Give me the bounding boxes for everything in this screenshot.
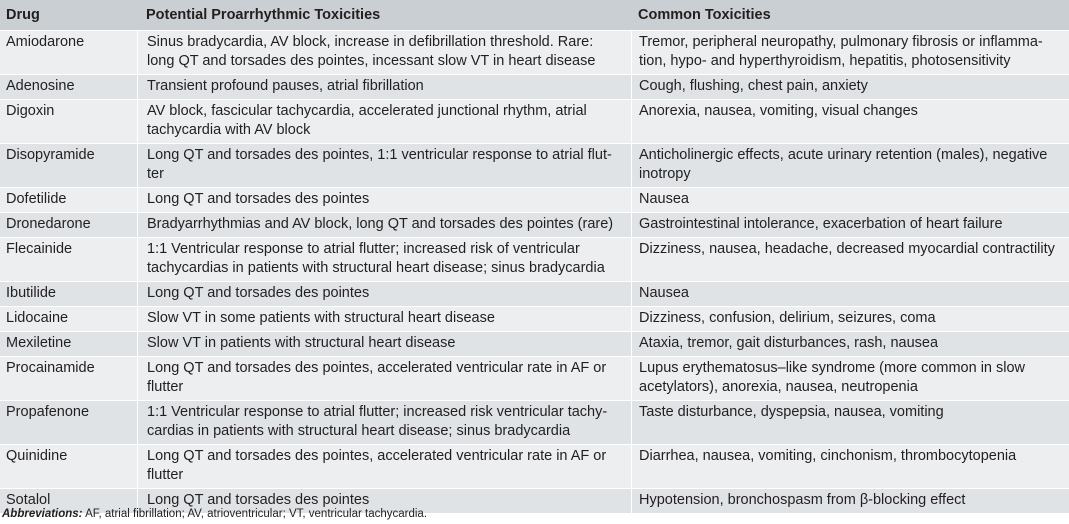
proarrhythmic-cell [137, 445, 631, 488]
proarrhythmic-cell [137, 144, 631, 187]
common-toxicities-cell-text: Lupus erythematosus–like syndrome (more common in slow acetylators), anorexia, nausea, neutropenia [639, 360, 1026, 395]
proarrhythmic-cell [137, 213, 631, 237]
proarrhythmic-cell-text: Long QT and torsades des pointes, accelerated ventricular rate in AF or flutter [147, 448, 607, 483]
table-row [0, 444, 1069, 488]
common-toxicities-cell [631, 188, 1069, 212]
common-toxicities-cell-text: Dizziness, nausea, headache, decreased myocardial contractility [639, 241, 1055, 257]
common-toxicities-cell-text: Diarrhea, nausea, vomiting, cinchonism, thrombocytopenia [639, 448, 1017, 464]
drug-cell [0, 238, 137, 281]
proarrhythmic-cell [137, 100, 631, 143]
common-toxicities-cell [631, 100, 1069, 143]
common-toxicities-cell [631, 489, 1069, 513]
proarrhythmic-cell [137, 401, 631, 444]
common-toxicities-cell [631, 332, 1069, 356]
proarrhythmic-cell-text: Long QT and torsades des pointes [147, 191, 370, 207]
proarrhythmic-cell-text: Long QT and torsades des pointes [147, 285, 370, 301]
table-row [0, 400, 1069, 444]
drug-cell [0, 100, 137, 143]
proarrhythmic-cell-text: Slow VT in patients with structural heart disease [147, 335, 456, 351]
common-toxicities-cell-text: Tremor, peripheral neuropathy, pulmonary fibrosis or inflamma-tion, hypo- and hyperthyroidism, hepatitis, photosensitivity [639, 34, 1043, 69]
common-toxicities-cell-text: Cough, flushing, chest pain, anxiety [639, 78, 868, 94]
common-toxicities-cell-text: Hypotension, bronchospasm from β-blocking effect [639, 492, 966, 508]
drug-cell [0, 401, 137, 444]
drug-cell [0, 144, 137, 187]
proarrhythmic-cell [137, 357, 631, 400]
common-toxicities-cell [631, 282, 1069, 306]
common-toxicities-cell-text: Gastrointestinal intolerance, exacerbation of heart failure [639, 216, 1003, 232]
abbreviations-footnote [2, 507, 427, 521]
drug-cell [0, 213, 137, 237]
common-toxicities-cell [631, 307, 1069, 331]
table-row [0, 237, 1069, 281]
footnote-text: AF, atrial fibrillation; AV, atrioventricular; VT, ventricular tachycardia. [82, 508, 428, 520]
drug-cell-text: Sotalol [6, 492, 51, 508]
table-row [0, 30, 1069, 74]
common-toxicities-cell-text: Anticholinergic effects, acute urinary retention (males), negative inotropy [639, 147, 1048, 182]
common-toxicities-cell-text: Nausea [639, 191, 689, 207]
drug-cell [0, 445, 137, 488]
table-row [0, 281, 1069, 306]
table-row [0, 331, 1069, 356]
common-toxicities-cell [631, 357, 1069, 400]
drug-cell-text: Mexiletine [6, 335, 72, 351]
table-header [0, 0, 1069, 30]
proarrhythmic-cell-text: Sinus bradycardia, AV block, increase in defibrillation threshold. Rare: long QT and torsades des pointes, incessant slow VT in heart disease [147, 34, 596, 69]
common-toxicities-cell [631, 144, 1069, 187]
proarrhythmic-cell [137, 332, 631, 356]
drug-cell [0, 188, 137, 212]
drug-cell-text: Dofetilide [6, 191, 67, 207]
table-row [0, 143, 1069, 187]
common-toxicities-cell [631, 238, 1069, 281]
drug-cell-text: Flecainide [6, 241, 73, 257]
drug-cell-text: Dronedarone [6, 216, 91, 232]
table-body [0, 30, 1069, 513]
proarrhythmic-cell-text: Slow VT in some patients with structural heart disease [147, 310, 495, 326]
drug-cell [0, 75, 137, 99]
common-toxicities-cell [631, 75, 1069, 99]
common-toxicities-cell [631, 401, 1069, 444]
footnote-label: Abbreviations: [2, 508, 83, 520]
common-toxicities-cell-text: Ataxia, tremor, gait disturbances, rash, nausea [639, 335, 939, 351]
drug-cell-text: Ibutilide [6, 285, 56, 301]
drug-cell [0, 282, 137, 306]
proarrhythmic-cell [137, 75, 631, 99]
common-toxicities-cell-text: Taste disturbance, dyspepsia, nausea, vomiting [639, 404, 944, 420]
common-toxicities-cell-text: Dizziness, confusion, delirium, seizures, coma [639, 310, 936, 326]
proarrhythmic-cell [137, 282, 631, 306]
header-proarrhythmic: Potential Proarrhythmic Toxicities [146, 7, 381, 23]
proarrhythmic-cell-text: 1:1 Ventricular response to atrial flutter; increased risk ventricular tachy-cardias in patients with structural heart disease; sinus bradycardia [147, 404, 608, 439]
proarrhythmic-cell-text: 1:1 Ventricular response to atrial flutter; increased risk of ventricular tachycardias in patients with structural heart disease; sinus bradycardia [147, 241, 605, 276]
proarrhythmic-cell [137, 238, 631, 281]
drug-cell-text: Adenosine [6, 78, 75, 94]
drug-cell-text: Procainamide [6, 360, 95, 376]
drug-cell-text: Disopyramide [6, 147, 95, 163]
drug-cell [0, 332, 137, 356]
proarrhythmic-cell [137, 188, 631, 212]
common-toxicities-cell [631, 445, 1069, 488]
drug-cell-text: Propafenone [6, 404, 90, 420]
common-toxicities-cell [631, 213, 1069, 237]
header-drug: Drug [6, 7, 40, 23]
drug-cell-text: Amiodarone [6, 34, 85, 50]
proarrhythmic-cell-text: Long QT and torsades des pointes, 1:1 ventricular response to atrial flut-ter [147, 147, 612, 182]
proarrhythmic-cell-text: Bradyarrhythmias and AV block, long QT and torsades des pointes (rare) [147, 216, 614, 232]
common-toxicities-cell [631, 31, 1069, 74]
drug-cell-text: Digoxin [6, 103, 55, 119]
common-toxicities-cell-text: Anorexia, nausea, vomiting, visual changes [639, 103, 918, 119]
table-row [0, 356, 1069, 400]
proarrhythmic-cell-text: Transient profound pauses, atrial fibrillation [147, 78, 424, 94]
common-toxicities-cell-text: Nausea [639, 285, 689, 301]
table-row [0, 212, 1069, 237]
drug-cell [0, 31, 137, 74]
drug-cell [0, 357, 137, 400]
drug-cell-text: Quinidine [6, 448, 68, 464]
drug-cell [0, 307, 137, 331]
table-row [0, 187, 1069, 212]
header-common: Common Toxicities [638, 7, 771, 23]
table-row [0, 99, 1069, 143]
table-row [0, 74, 1069, 99]
proarrhythmic-cell [137, 307, 631, 331]
proarrhythmic-cell-text: Long QT and torsades des pointes, accelerated ventricular rate in AF or flutter [147, 360, 607, 395]
proarrhythmic-cell-text: Long QT and torsades des pointes [147, 492, 370, 508]
table-row [0, 306, 1069, 331]
proarrhythmic-cell [137, 31, 631, 74]
proarrhythmic-cell-text: AV block, fascicular tachycardia, accelerated junctional rhythm, atrial tachycardia with AV block [147, 103, 587, 138]
drug-cell-text: Lidocaine [6, 310, 69, 326]
